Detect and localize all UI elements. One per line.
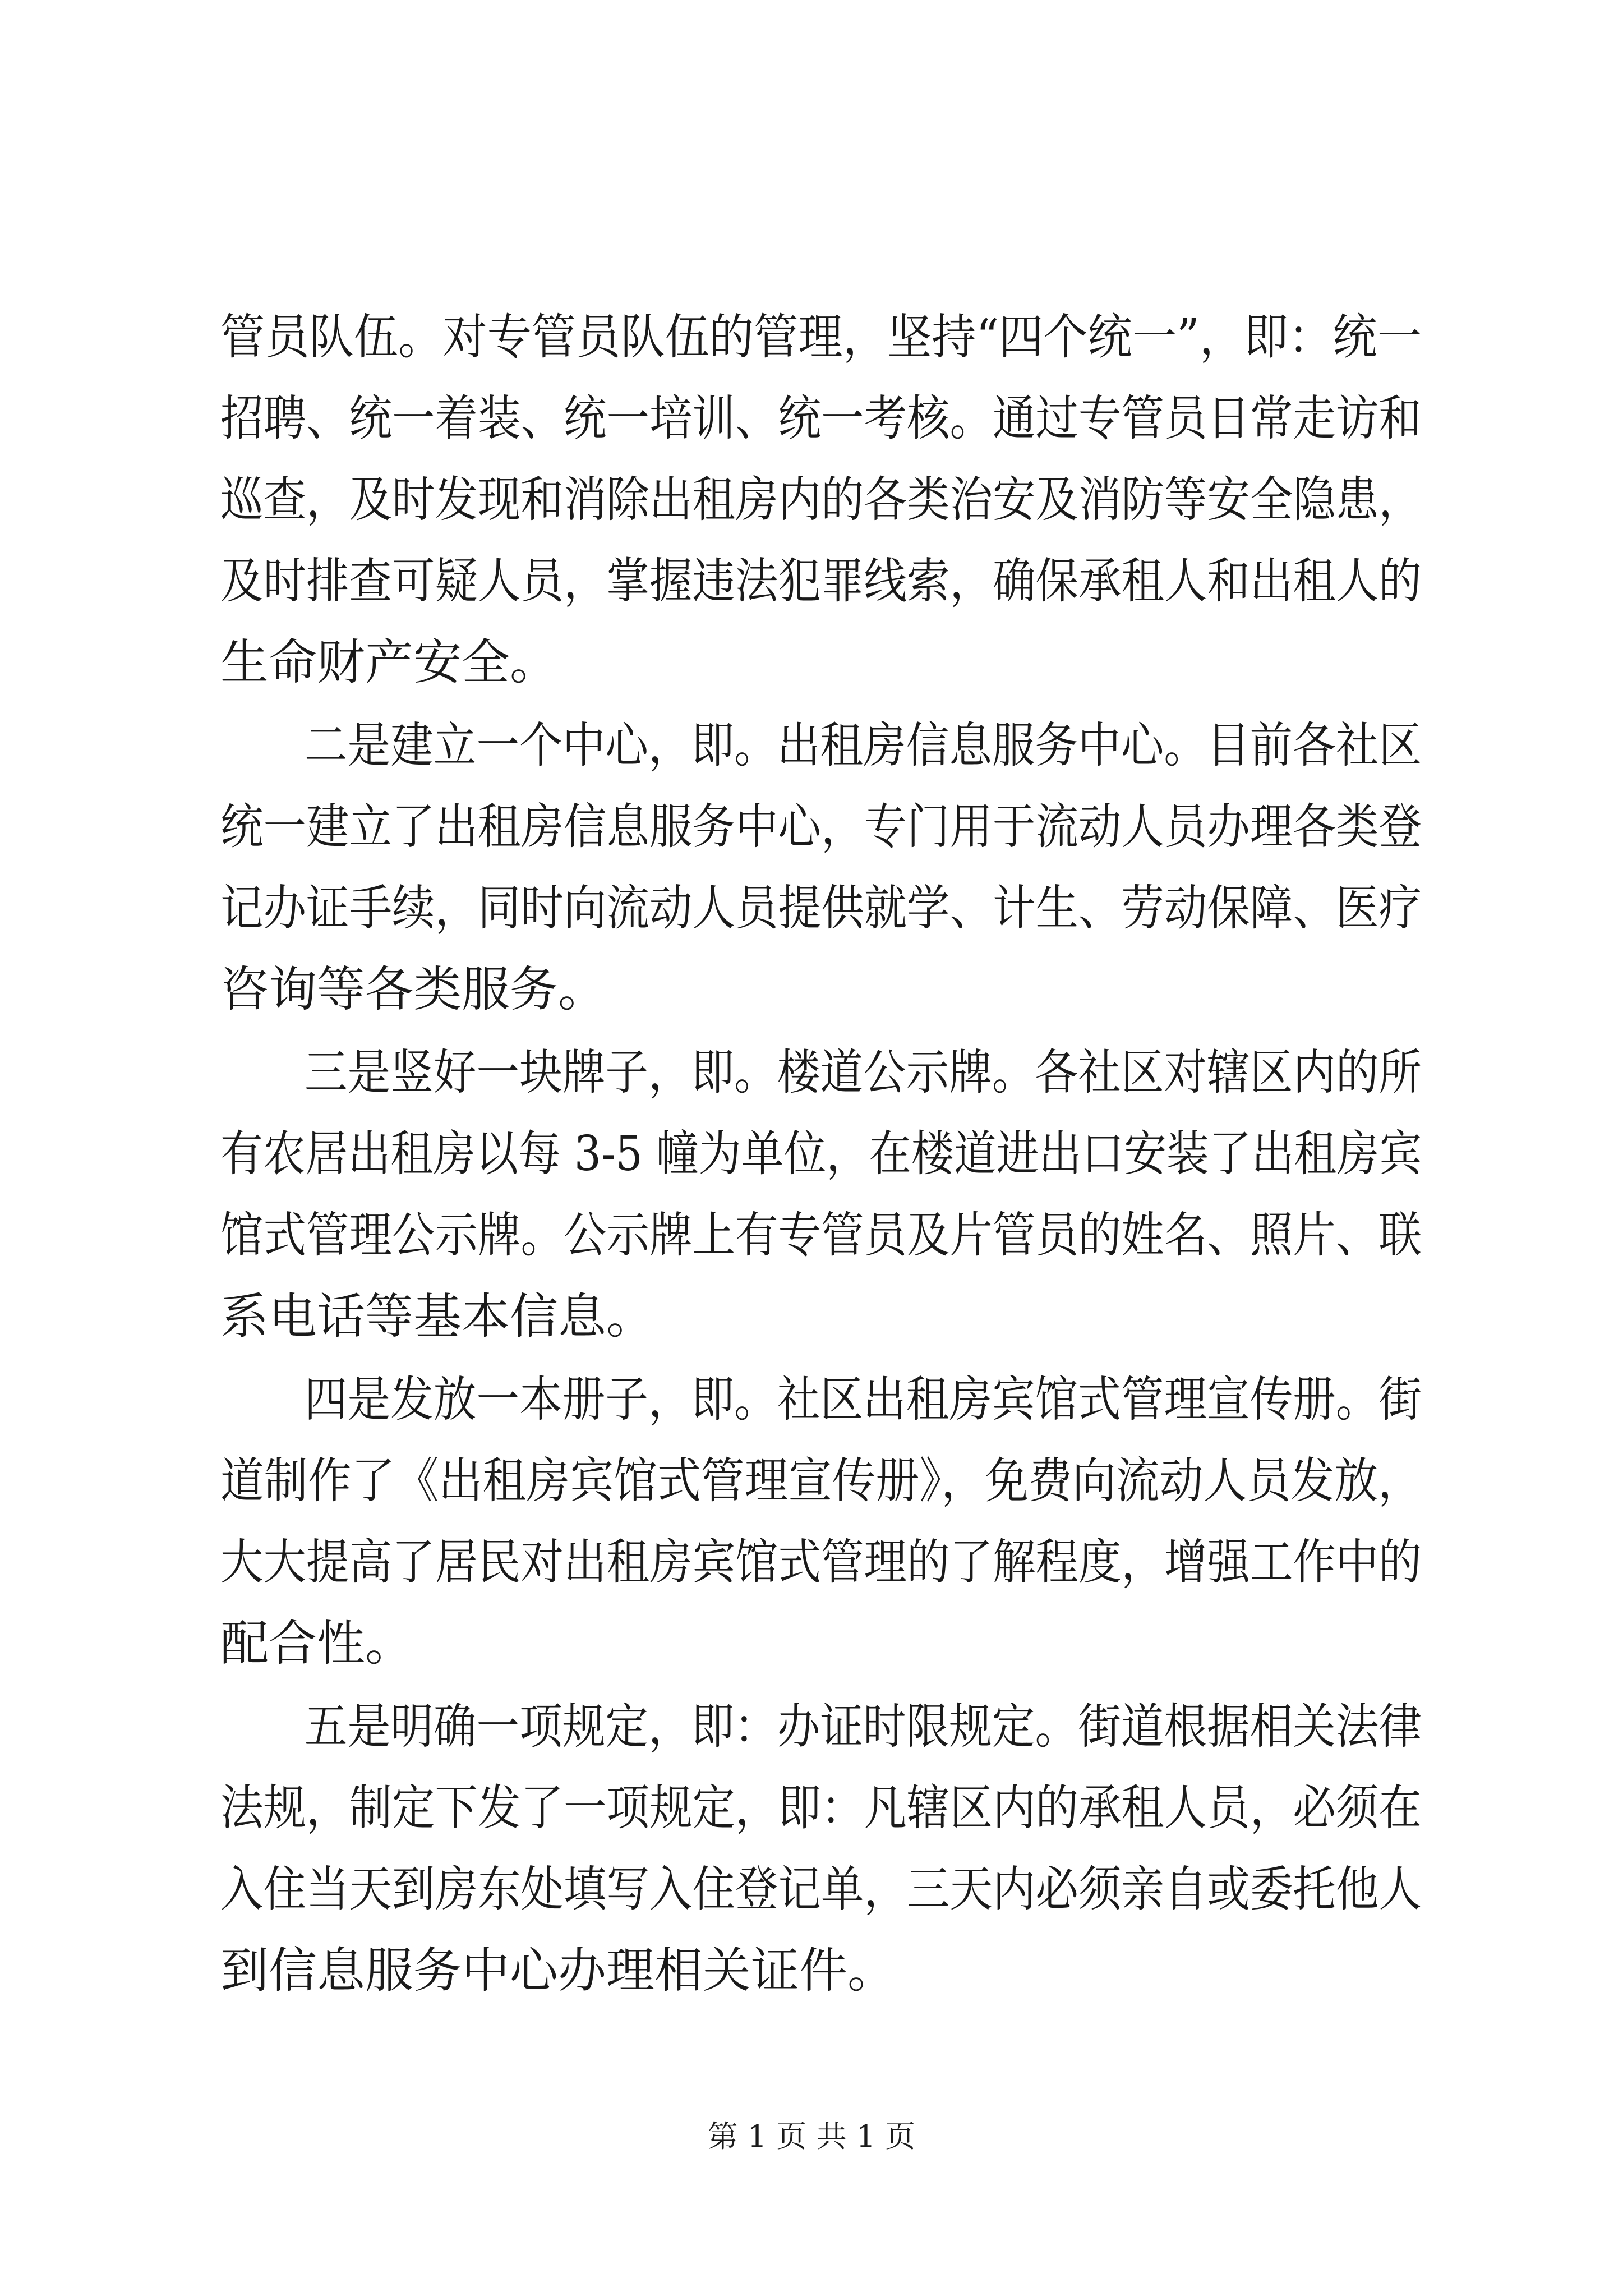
body-text-line: 及时排查可疑人员，掌握违法犯罪线索，确保承租人和出租人的: [220, 553, 1422, 609]
body-text-line: 馆式管理公示牌。公示牌上有专管员及片管员的姓名、照片、联: [220, 1207, 1422, 1263]
body-text-line: 招聘、统一着装、统一培训、统一考核。通过专管员日常走访和: [220, 390, 1422, 447]
body-text-line: 四是发放一本册子，即。社区出租房宾馆式管理宣传册。街: [305, 1372, 1422, 1428]
body-text-line: 法规，制定下发了一项规定，即：凡辖区内的承租人员，必须在: [220, 1780, 1422, 1836]
body-text-line: 配合性。: [220, 1616, 413, 1672]
body-text-line: 有农居出租房以每 3-5 幢为单位，在楼道进出口安装了出租房宾: [220, 1126, 1422, 1182]
body-text-line: 三是竖好一块牌子，即。楼道公示牌。各社区对辖区内的所: [305, 1045, 1422, 1101]
body-text-line: 咨询等各类服务。: [220, 961, 606, 1018]
body-text-line: 管员队伍。对专管员队伍的管理，坚持“四个统一”，即：统一: [220, 309, 1422, 365]
body-text-line: 生命财产安全。: [220, 634, 558, 691]
body-text-line: 道制作了《出租房宾馆式管理宣传册》，免费向流动人员发放，: [220, 1453, 1422, 1509]
body-text-line: 到信息服务中心办理相关证件。: [220, 1943, 896, 1999]
body-text-line: 二是建立一个中心，即。出租房信息服务中心。目前各社区: [305, 717, 1422, 774]
body-text-line: 统一建立了出租房信息服务中心，专门用于流动人员办理各类登: [220, 799, 1422, 855]
body-text-line: 大大提高了居民对出租房宾馆式管理的了解程度，增强工作中的: [220, 1534, 1422, 1590]
body-text-line: 巡查，及时发现和消除出租房内的各类治安及消防等安全隐患，: [220, 472, 1422, 528]
body-text-line: 入住当天到房东处填写入住登记单，三天内必须亲自或委托他人: [220, 1861, 1422, 1917]
body-text-line: 记办证手续，同时向流动人员提供就学、计生、劳动保障、医疗: [220, 880, 1422, 936]
body-text-line: 系电话等基本信息。: [220, 1289, 654, 1345]
page-number-footer: 第 1 页 共 1 页: [707, 2119, 916, 2154]
body-text-line: 五是明确一项规定，即：办证时限规定。街道根据相关法律: [305, 1699, 1422, 1755]
